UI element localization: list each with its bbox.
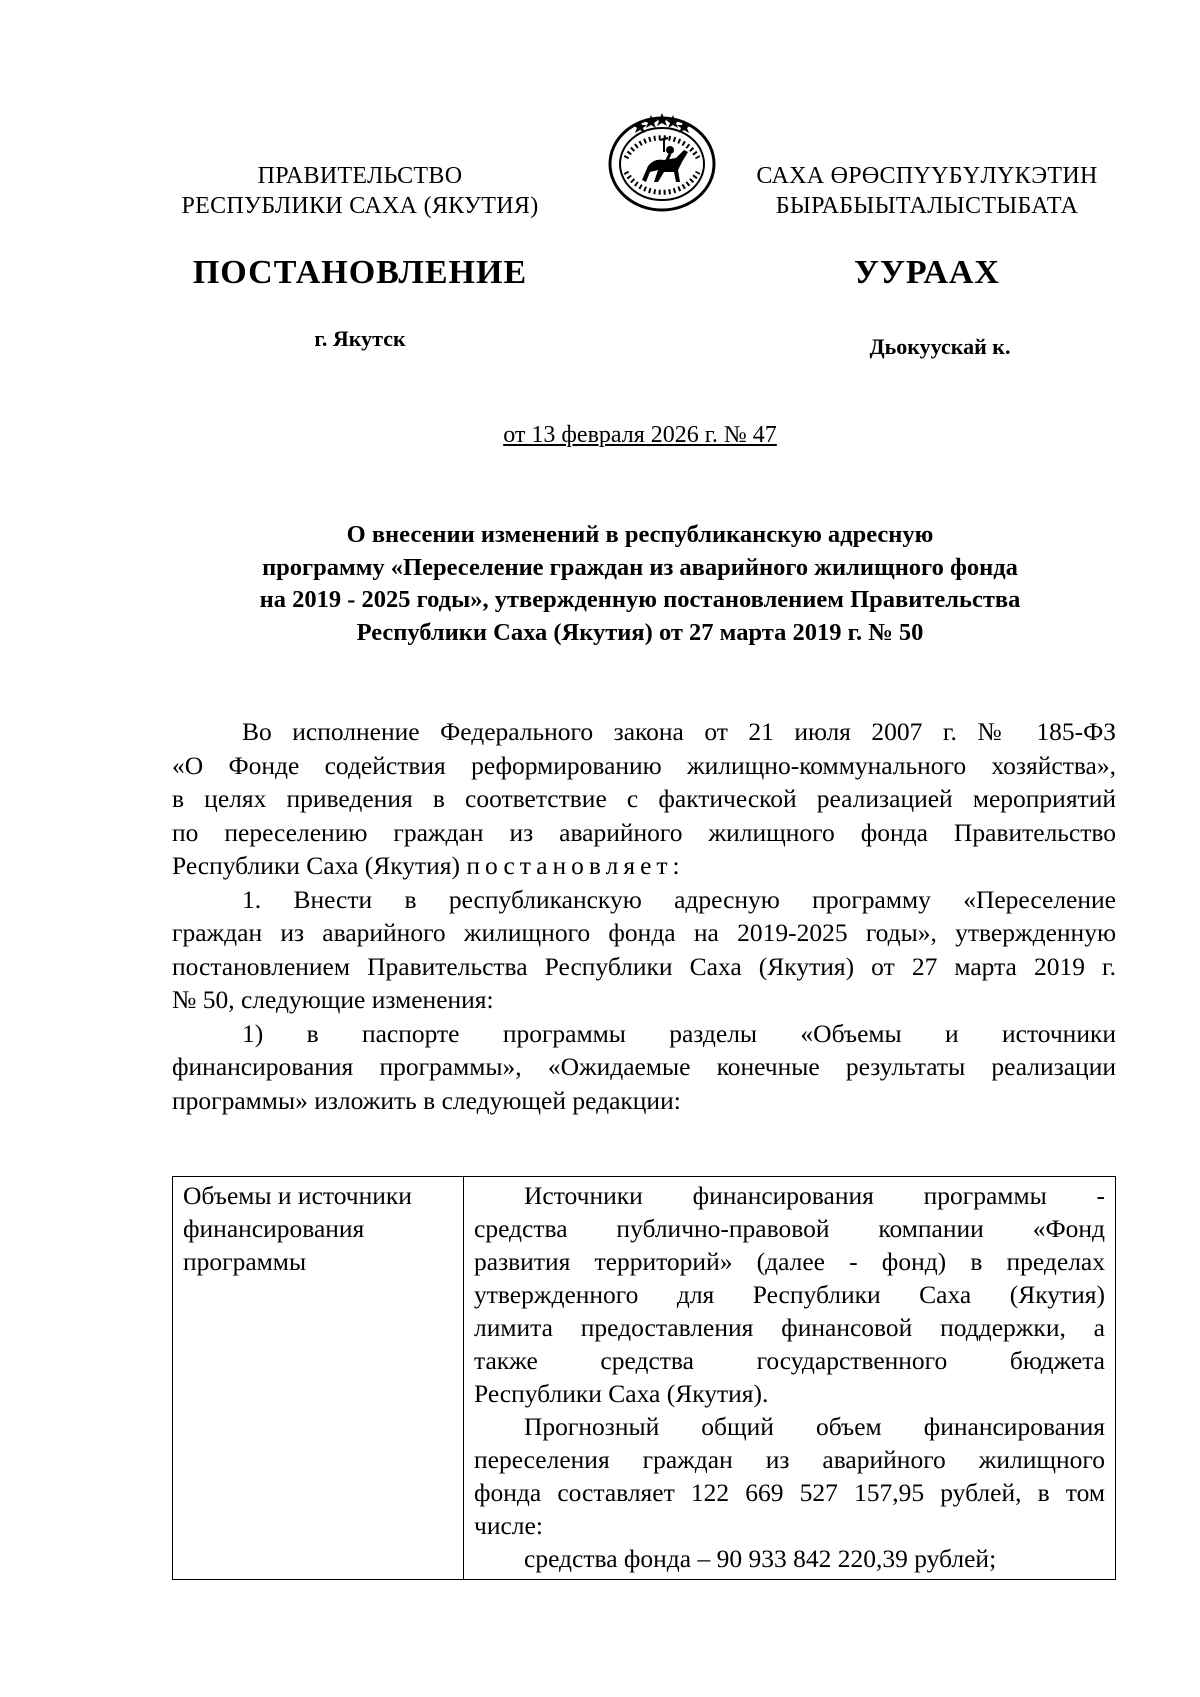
content-line: Республики Саха (Якутия). (474, 1379, 769, 1408)
content-line: также средства государственного бюджета (474, 1346, 1105, 1375)
content-line: утвержденного для Республики Саха (Якутия) (474, 1280, 1105, 1309)
resolves-word: постановляет (466, 851, 673, 880)
content-line: развития территорий» (далее - фонд) в пределах (474, 1247, 1105, 1276)
document-body (172, 715, 1116, 1117)
city-sakha: Дьокуускай к. (869, 334, 1011, 359)
title-line: О внесении изменений в республиканскую адресную (346, 521, 934, 548)
title-line: программу «Переселение граждан из аварийного жилищного фонда (262, 553, 1018, 581)
body-text: Республики Саха (Якутия) (172, 851, 461, 880)
doc-type-ru: ПОСТАНОВЛЕНИЕ (192, 254, 528, 291)
government-name-sakha-line1: САХА ӨРӨСПYYБYЛYКЭТИН (756, 163, 1098, 189)
content-line: переселения граждан из аварийного жилищного (474, 1445, 1105, 1474)
document-title (150, 519, 1130, 649)
government-name-sakha (742, 161, 1112, 221)
government-name-ru-line1: ПРАВИТЕЛЬСТВО (257, 163, 463, 189)
city-ru: г. Якутск (314, 326, 406, 351)
table-cell-label (173, 1177, 464, 1580)
body-line: «О Фонде содействия реформированию жилищно-коммунального хозяйства», (172, 750, 1116, 780)
body-line: Во исполнение Федерального закона от 21 июля 2007 г. № 185-ФЗ (242, 717, 1116, 746)
body-text: : (672, 851, 680, 880)
body-line: постановлением Правительства Республики Саха (Якутия) от 27 марта 2019 г. (172, 951, 1116, 981)
body-line: программы» изложить в следующей редакции: (172, 1085, 681, 1115)
body-line: № 50, следующие изменения: (172, 985, 494, 1014)
body-line: финансирования программы», «Ожидаемые конечные результаты реализации (172, 1052, 1116, 1081)
table-cell-content (464, 1177, 1116, 1580)
content-line: лимита предоставления финансовой поддержки, а (474, 1313, 1105, 1342)
content-line: Источники финансирования программы - (524, 1181, 1105, 1210)
body-line: 1) в паспорте программы разделы «Объемы и источники (242, 1018, 1116, 1048)
label-line: Объемы и источники (183, 1181, 412, 1210)
government-name-sakha-line2: БЫРАБЫЫТАЛЫСТЫБАТА (775, 193, 1079, 219)
government-name-ru (160, 161, 560, 221)
body-line: граждан из аварийного жилищного фонда на 2019-2025 годы», утвержденную (172, 918, 1116, 947)
body-line: 1. Внести в республиканскую адресную программу «Переселение (242, 884, 1116, 914)
title-line: на 2019 - 2025 годы», утвержденную постановлением Правительства (259, 586, 1021, 613)
title-line: Республики Саха (Якутия) от 27 марта 2019 г. № 50 (356, 618, 924, 646)
content-line: средства публично-правовой компании «Фонд (474, 1214, 1105, 1243)
content-line: фонда составляет 122 669 527 157,95 рублей, в том (474, 1478, 1105, 1507)
doc-type-sakha: УУРААХ (854, 254, 1000, 291)
table-row (173, 1177, 1116, 1580)
content-line: числе: (474, 1511, 543, 1540)
government-name-ru-line2: РЕСПУБЛИКИ САХА (ЯКУТИЯ) (181, 193, 539, 219)
label-line: финансирования (183, 1214, 365, 1243)
body-line: в целях приведения в соответствие с фактической реализацией мероприятий (172, 784, 1116, 813)
passport-table (172, 1176, 1116, 1580)
document-date-number: от 13 февраля 2026 г. № 47 (503, 422, 777, 448)
label-line: программы (183, 1247, 307, 1276)
content-line: Прогнозный общий объем финансирования (524, 1412, 1105, 1441)
coat-of-arms-emblem (604, 108, 720, 214)
body-line (172, 849, 1116, 883)
body-line: по переселению граждан из аварийного жилищного фонда Правительство (172, 817, 1116, 847)
content-line: средства фонда – 90 933 842 220,39 рублей; (524, 1544, 997, 1573)
